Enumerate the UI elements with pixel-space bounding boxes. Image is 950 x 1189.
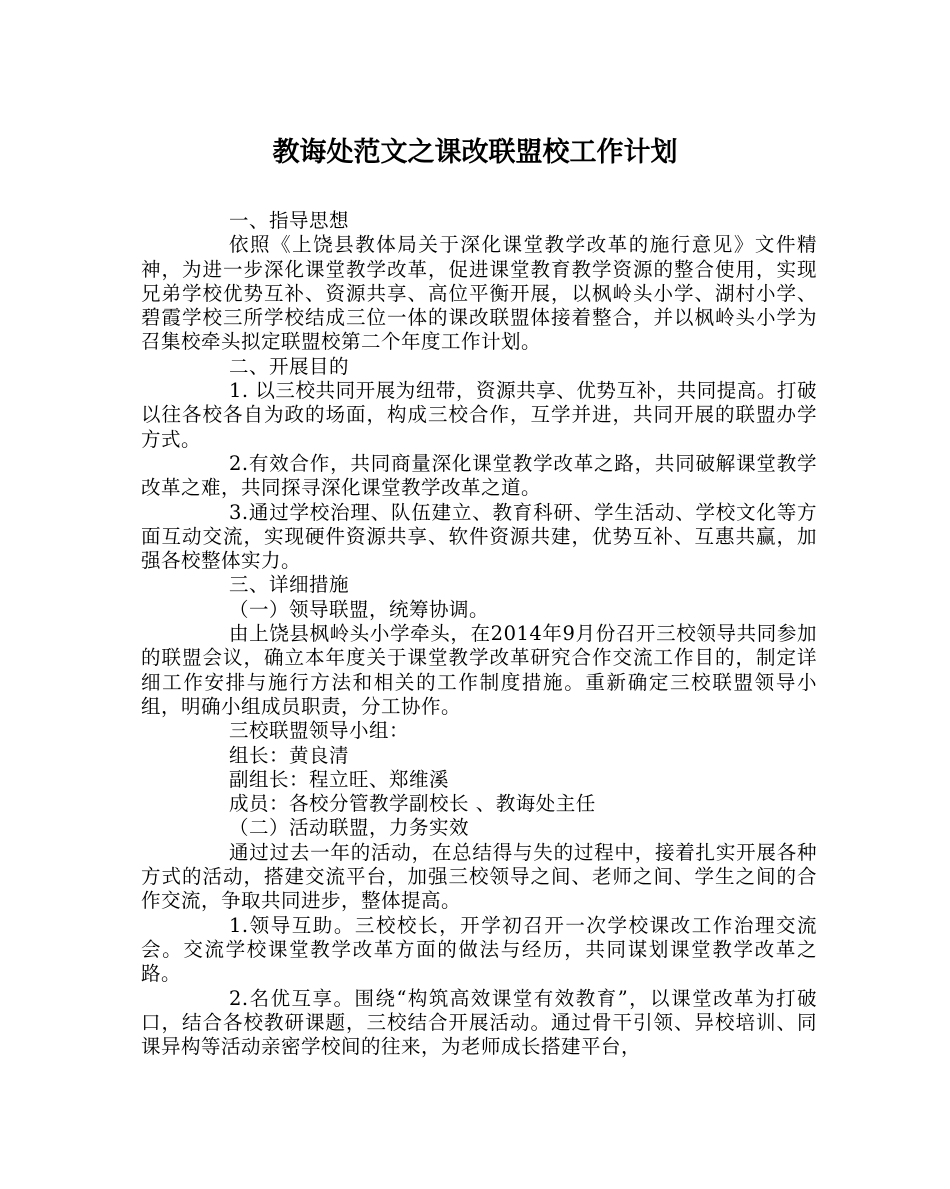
paragraph: 由上饶县枫岭头小学牵头，在2014年9月份召开三校领导共同参加的联盟会议，确立本年度关于课堂教学改革研究合作交流工作目的，制定详细工作安排与施行方法和相关的工作制度措施。重新确定三校联盟领导小组，明确小组成员职责，分工协作。: [141, 622, 817, 718]
list-item: 2.名优互享。围绕“构筑高效课堂有效教育”，以课堂改革为打破口，结合各校教研课题，三校结合开展活动。通过骨干引领、异校培训、同课异构等活动亲密学校间的往来，为老师成长搭建平台，: [141, 986, 817, 1059]
subheading: （二）活动联盟，力务实效: [229, 816, 470, 840]
heading-measures: 三、详细措施: [229, 573, 350, 597]
document-body: [141, 209, 817, 1059]
paragraph: 通过过去一年的活动，在总结得与失的过程中，接着扎实开展各种方式的活动，搭建交流平台，加强三校领导之间、老师之间、学生之间的合作交流，争取共同进步，整体提高。: [141, 840, 817, 913]
list-item: 3.通过学校治理、队伍建立、教育科研、学生活动、学校文化等方面互动交流，实现硬件资源共享、软件资源共建，优势互补、互惠共赢，加强各校整体实力。: [141, 500, 817, 573]
paragraph: 副组长：程立旺、郑维溪: [229, 767, 450, 791]
paragraph: 依照《上饶县教体局关于深化课堂教学改革的施行意见》文件精神，为进一步深化课堂教学改革，促进课堂教育教学资源的整合使用，实现兄弟学校优势互补、资源共享、高位平衡开展，以枫岭头小学、湖村小学、碧霞学校三所学校结成三位一体的课改联盟体接着整合，并以枫岭头小学为召集校牵头拟定联盟校第二个年度工作计划。: [141, 233, 817, 354]
document-title: 教诲处范文之课改联盟校工作计划: [272, 137, 678, 168]
list-item: 1. 以三校共同开展为纽带，资源共享、优势互补，共同提高。打破以往各校各自为政的场面，构成三校合作，互学并进，共同开展的联盟办学方式。: [141, 379, 817, 451]
subheading: （一）领导联盟，统筹协调。: [229, 597, 490, 621]
heading-guiding-thought: 一、指导思想: [229, 209, 350, 232]
list-item: 2.有效合作，共同商量深化课堂教学改革之路，共同破解课堂教学改革之难，共同探寻深化课堂教学改革之道。: [141, 451, 817, 500]
heading-purpose: 二、开展目的: [229, 354, 350, 378]
paragraph: 三校联盟领导小组：: [229, 719, 410, 743]
paragraph: 组长：黄良清: [229, 743, 350, 767]
paragraph: 成员：各校分管教学副校长 、教诲处主任: [229, 792, 596, 816]
list-item: 1.领导互助。三校校长，开学初召开一次学校课改工作治理交流会。交流学校课堂教学改革方面的做法与经历，共同谋划课堂教学改革之路。: [141, 913, 817, 986]
